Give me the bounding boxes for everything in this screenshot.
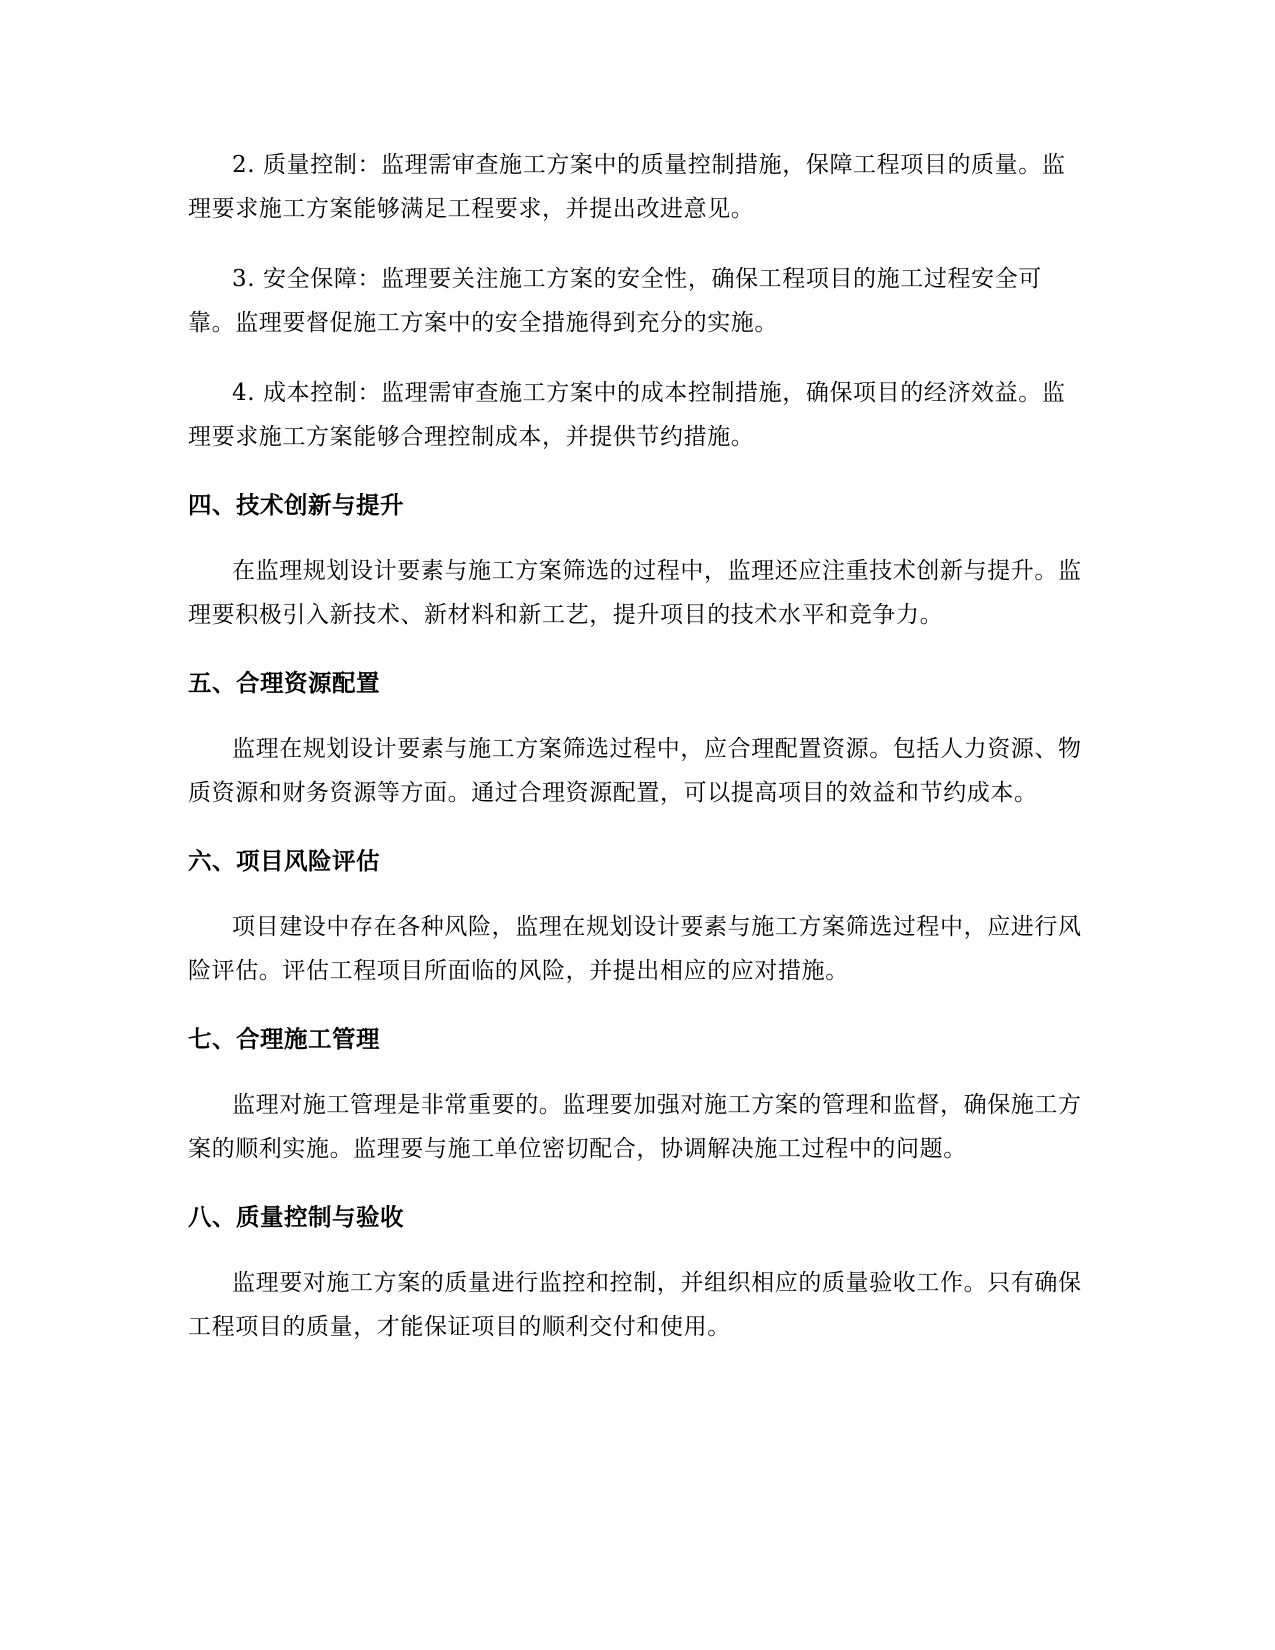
list-item-quality-control: 2. 质量控制：监理需审查施工方案中的质量控制措施，保障工程项目的质量。监理要求施工方案能够满足工程要求，并提出改进意见。 — [188, 152, 1066, 222]
section-heading-quality-acceptance: 八、质量控制与验收 — [188, 1203, 404, 1231]
section-body-tech-innovation: 在监理规划设计要素与施工方案筛选的过程中，监理还应注重技术创新与提升。监理要积极引入新技术、新材料和新工艺，提升项目的技术水平和竞争力。 — [188, 558, 1082, 628]
section-heading-tech-innovation: 四、技术创新与提升 — [188, 491, 404, 519]
section-body-resource-allocation: 监理在规划设计要素与施工方案筛选过程中，应合理配置资源。包括人力资源、物质资源和财务资源等方面。通过合理资源配置，可以提高项目的效益和节约成本。 — [188, 736, 1082, 806]
list-item-safety-assurance: 3. 安全保障：监理要关注施工方案的安全性，确保工程项目的施工过程安全可靠。监理要督促施工方案中的安全措施得到充分的实施。 — [188, 266, 1042, 336]
section-body-risk-assessment: 项目建设中存在各种风险，监理在规划设计要素与施工方案筛选过程中，应进行风险评估。评估工程项目所面临的风险，并提出相应的应对措施。 — [188, 914, 1082, 984]
section-body-quality-acceptance: 监理要对施工方案的质量进行监控和控制，并组织相应的质量验收工作。只有确保工程项目的质量，才能保证项目的顺利交付和使用。 — [188, 1270, 1082, 1340]
document-body — [188, 143, 1088, 1375]
section-heading-construction-management: 七、合理施工管理 — [188, 1025, 380, 1053]
section-body-construction-management: 监理对施工管理是非常重要的。监理要加强对施工方案的管理和监督，确保施工方案的顺利实施。监理要与施工单位密切配合，协调解决施工过程中的问题。 — [188, 1092, 1082, 1162]
section-heading-resource-allocation: 五、合理资源配置 — [188, 669, 380, 697]
list-item-cost-control: 4. 成本控制：监理需审查施工方案中的成本控制措施，确保项目的经济效益。监理要求施工方案能够合理控制成本，并提供节约措施。 — [188, 380, 1066, 450]
section-heading-risk-assessment: 六、项目风险评估 — [188, 847, 380, 875]
